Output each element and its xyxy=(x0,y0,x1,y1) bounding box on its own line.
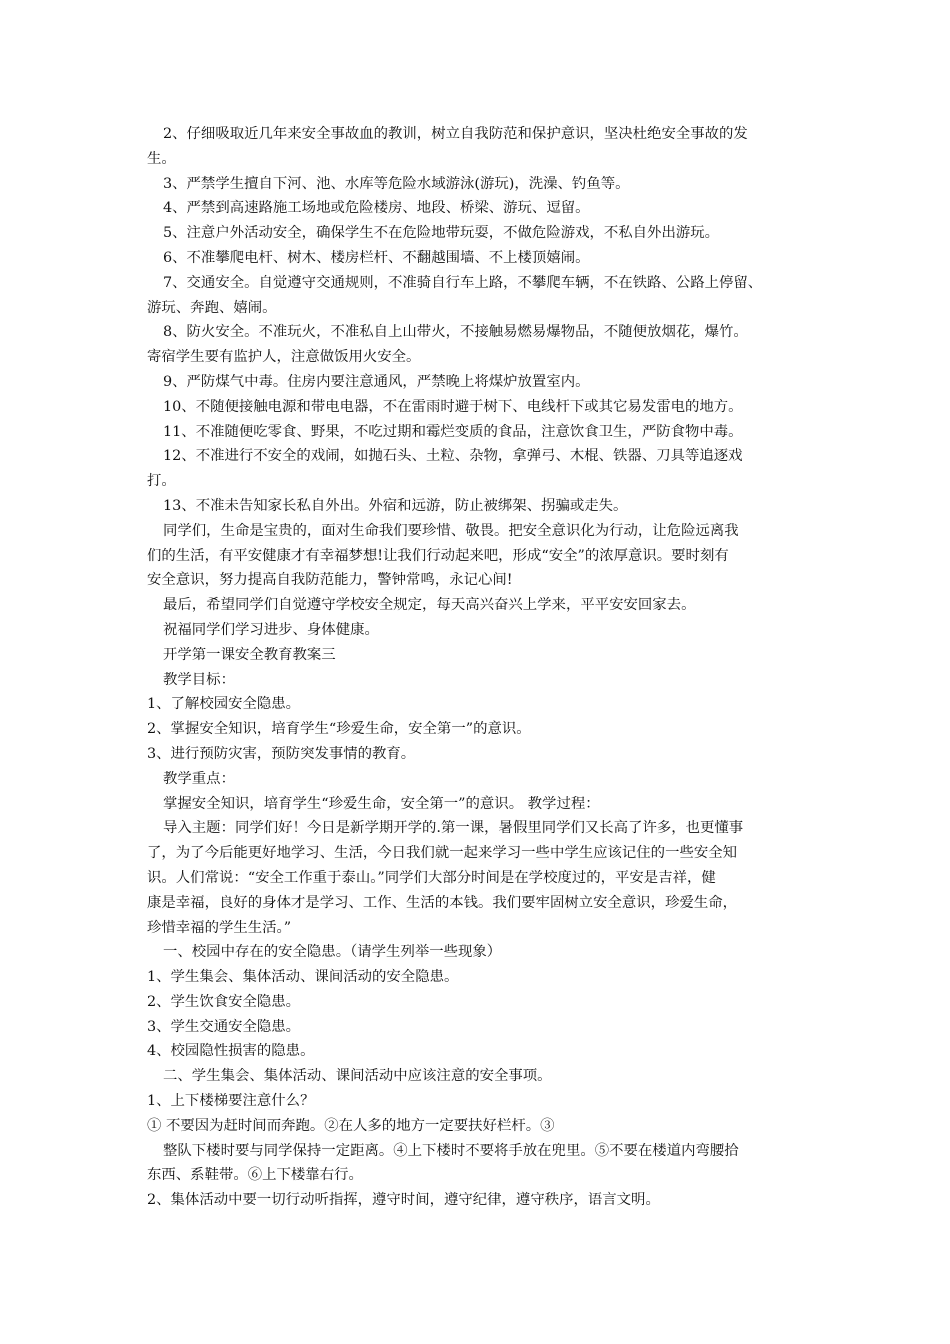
section-title: 开学第一课安全教育教案三 xyxy=(163,646,336,663)
text-line: 2、集体活动中要一切行动听指挥，遵守时间，遵守纪律，遵守秩序，语言文明。 xyxy=(147,1192,660,1209)
text-line: 3、进行预防灾害，预防突发事情的教育。 xyxy=(147,745,416,762)
text-line: 们的生活，有平安健康才有幸福梦想!让我们行动起来吧，形成“安全”的浓厚意识。要时刻有 xyxy=(147,547,729,564)
text-line: ① 不要因为赶时间而奔跑。②在人多的地方一定要扶好栏杆。③ xyxy=(147,1117,555,1134)
text-line: 教学目标： xyxy=(163,671,235,688)
text-line: 二、学生集会、集体活动、课间活动中应该注意的安全事项。 xyxy=(163,1068,552,1085)
text-line: 1、了解校园安全隐患。 xyxy=(147,696,301,713)
text-line: 3、严禁学生擅自下河、池、水库等危险水域游泳(游玩)，洗澡、钓鱼等。 xyxy=(163,175,630,192)
text-line: 了，为了今后能更好地学习、生活，今日我们就一起来学习一些中学生应该记住的一些安全知 xyxy=(147,845,738,862)
text-line: 康是幸福，良好的身体才是学习、工作、生活的本钱。我们要牢固树立安全意识，珍爱生命， xyxy=(147,894,738,911)
text-line: 4、严禁到高速路施工场地或危险楼房、地段、桥梁、游玩、逗留。 xyxy=(163,200,590,217)
text-line: 13、不准未告知家长私自外出。外宿和远游，防止被绑架、拐骗或走失。 xyxy=(163,497,628,514)
text-line: 1、学生集会、集体活动、课间活动的安全隐患。 xyxy=(147,969,459,986)
text-line: 2、仔细吸取近几年来安全事故血的教训，树立自我防范和保护意识，坚决杜绝安全事故的发 xyxy=(163,126,748,142)
text-line: 祝福同学们学习进步、身体健康。 xyxy=(163,621,379,638)
text-line: 识。人们常说：“安全工作重于泰山。”同学们大部分时间是在学校度过的，平安是吉祥，健 xyxy=(147,869,716,886)
document-body xyxy=(0,122,950,1213)
text-line: 生。 xyxy=(147,150,176,167)
text-line: 寄宿学生要有监护人，注意做饭用火安全。 xyxy=(147,349,421,366)
text-line: 3、学生交通安全隐患。 xyxy=(147,1018,301,1035)
text-line: 4、校园隐性损害的隐患。 xyxy=(147,1043,315,1060)
text-line: 10、不随便接触电源和带电电器，不在雷雨时避于树下、电线杆下或其它易发雷电的地方。 xyxy=(163,398,743,415)
text-line: 11、不准随便吃零食、野果，不吃过期和霉烂变质的食品，注意饮食卫生，严防食物中毒。 xyxy=(163,423,743,440)
text-line: 游玩、奔跑、嬉闹。 xyxy=(147,299,277,316)
text-line: 7、交通安全。自觉遵守交通规则，不准骑自行车上路，不攀爬车辆，不在铁路、公路上停留、 xyxy=(163,274,763,291)
text-line: 掌握安全知识，培育学生“珍爱生命，安全第一”的意识。 教学过程： xyxy=(163,795,600,812)
text-line: 8、防火安全。不准玩火，不准私自上山带火，不接触易燃易爆物品，不随便放烟花，爆竹。 xyxy=(163,324,748,341)
text-line: 珍惜幸福的学生生活。” xyxy=(147,919,292,936)
text-line: 12、不准进行不安全的戏闹，如抛石头、土粒、杂物，拿弹弓、木棍、铁器、刀具等追逐戏 xyxy=(163,448,743,465)
text-line: 2、掌握安全知识，培育学生“珍爱生命，安全第一”的意识。 xyxy=(147,721,531,738)
text-line: 9、严防煤气中毒。住房内要注意通风，严禁晚上将煤炉放置室内。 xyxy=(163,373,590,390)
text-line: 2、学生饮食安全隐患。 xyxy=(147,993,301,1010)
text-line: 1、上下楼梯要注意什么？ xyxy=(147,1093,315,1110)
text-line: 东西、系鞋带。⑥上下楼靠右行。 xyxy=(147,1167,363,1184)
text-line: 整队下楼时要与同学保持一定距离。④上下楼时不要将手放在兜里。⑤不要在楼道内弯腰拾 xyxy=(163,1142,739,1159)
text-line: 5、注意户外活动安全，确保学生不在危险地带玩耍，不做危险游戏，不私自外出游玩。 xyxy=(163,225,720,242)
text-line: 一、校园中存在的安全隐患。（请学生列举一些现象） xyxy=(163,944,502,961)
text-line: 导入主题：同学们好！今日是新学期开学的.第一课，暑假里同学们又长高了许多，也更懂事 xyxy=(163,820,744,837)
text-line: 打。 xyxy=(147,473,176,490)
text-line: 安全意识，努力提高自我防范能力，警钟常鸣，永记心间! xyxy=(147,572,513,589)
text-line: 教学重点： xyxy=(163,770,235,787)
text-line: 最后，希望同学们自觉遵守学校安全规定，每天高兴奋兴上学来，平平安安回家去。 xyxy=(163,597,696,614)
text-line: 同学们，生命是宝贵的，面对生命我们要珍惜、敬畏。把安全意识化为行动，让危险远离我 xyxy=(163,522,739,539)
text-line: 6、不准攀爬电杆、树木、楼房栏杆、不翻越围墙、不上楼顶嬉闹。 xyxy=(163,249,590,266)
